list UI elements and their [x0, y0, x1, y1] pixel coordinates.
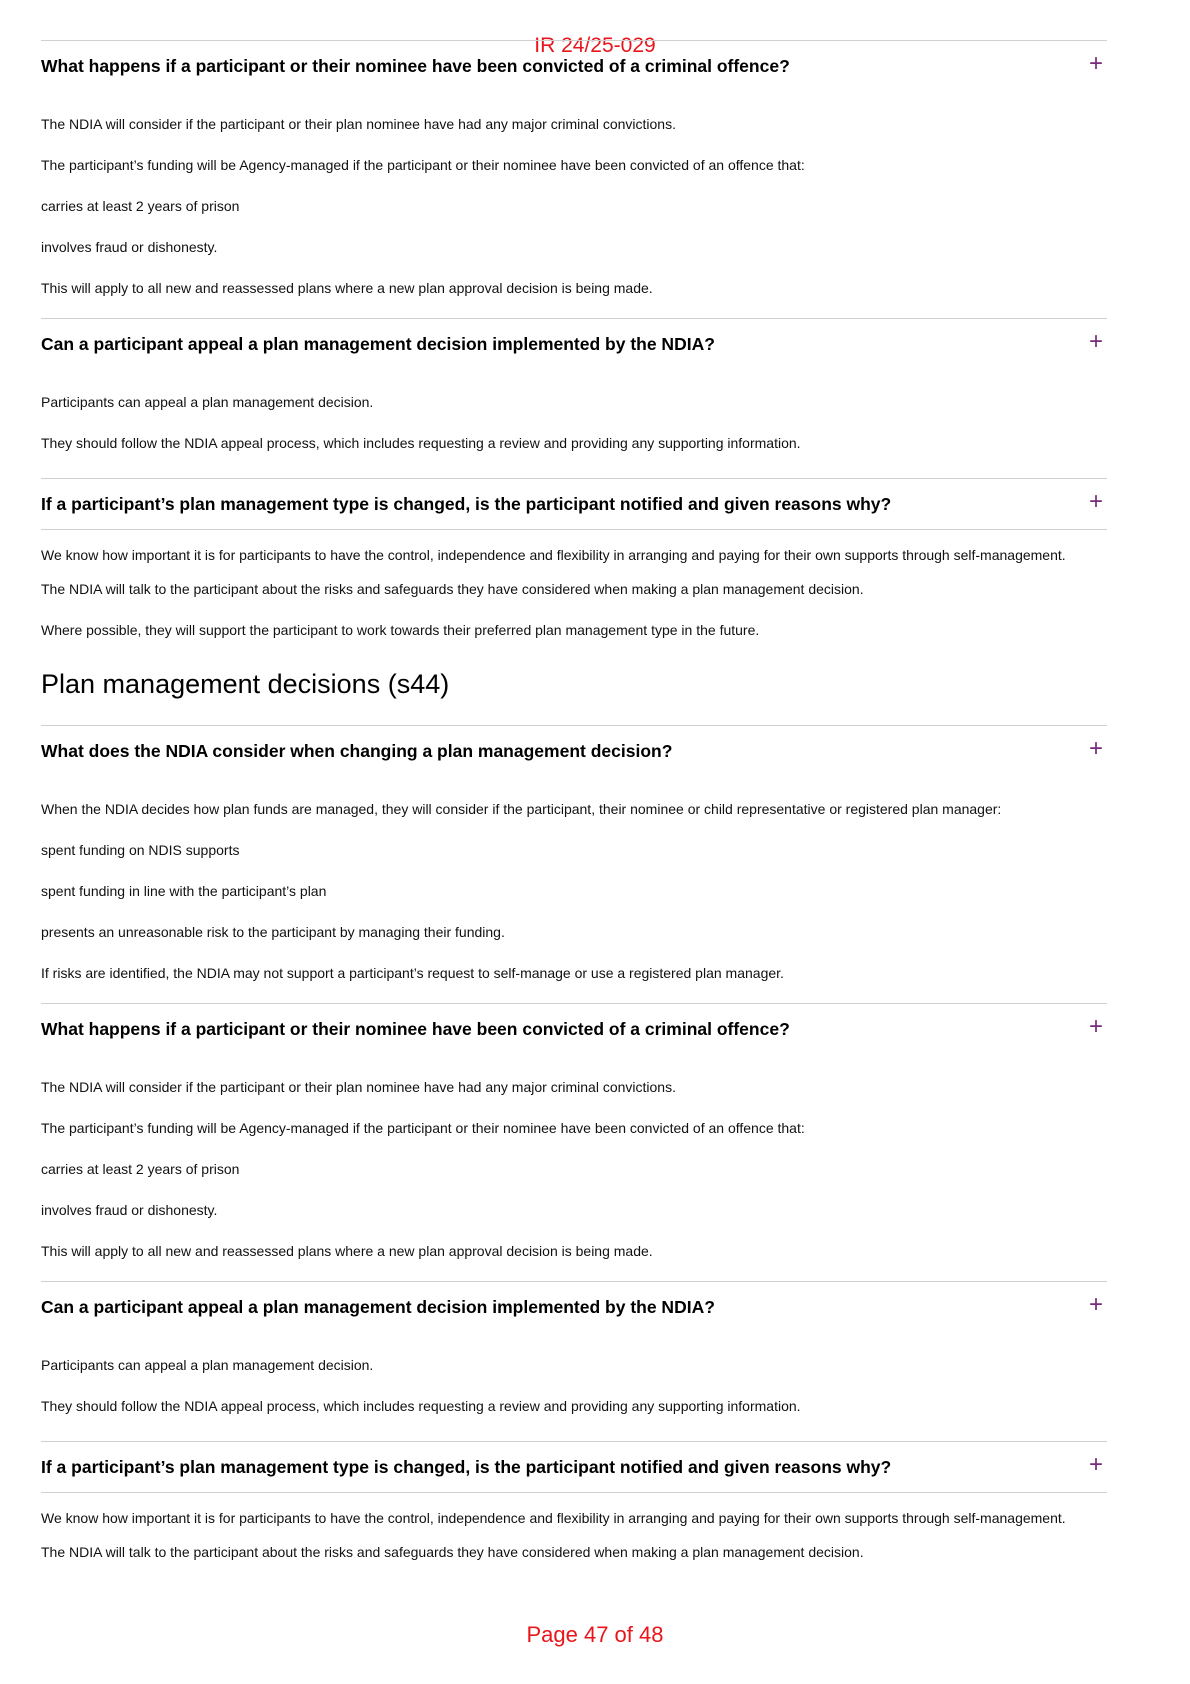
expand-plus-icon[interactable]: +: [1088, 1013, 1103, 1040]
paragraph: involves fraud or dishonesty.: [41, 1202, 218, 1218]
paragraph: spent funding on NDIS supports: [41, 842, 240, 858]
accordion-title: What happens if a participant or their nominee have been convicted of a criminal offence?: [41, 56, 790, 76]
accordion-criminal-offence: [41, 40, 1107, 299]
paragraph: This will apply to all new and reassessed plans where a new plan approval decision is being made.: [41, 1243, 653, 1259]
accordion-criminal-offence: [41, 1003, 1107, 1262]
paragraph: We know how important it is for participants to have the control, independence and flexibility in arranging and paying for their own supports through self-management.: [41, 547, 1066, 563]
accordion-body: [41, 91, 1107, 299]
accordion-title: If a participant’s plan management type is changed, is the participant notified and given reasons why?: [41, 1457, 892, 1477]
paragraph: We know how important it is for participants to have the control, independence and flexibility in arranging and paying for their own supports through self-management.: [41, 1510, 1066, 1526]
accordion-consider-changing: [41, 725, 1107, 984]
paragraph: The participant’s funding will be Agency-managed if the participant or their nominee have been convicted of an offence that:: [41, 157, 805, 173]
expand-plus-icon[interactable]: +: [1088, 488, 1103, 515]
accordion-header[interactable]: [41, 1441, 1107, 1493]
paragraph: Participants can appeal a plan management decision.: [41, 1357, 374, 1373]
accordion-body: [41, 369, 1107, 454]
paragraph: When the NDIA decides how plan funds are managed, they will consider if the participant, their nominee or child representative or registered plan manager:: [41, 801, 1002, 817]
paragraph: Where possible, they will support the participant to work towards their preferred plan management type in the future.: [41, 622, 760, 638]
accordion-body: [41, 776, 1107, 984]
paragraph: The NDIA will talk to the participant about the risks and safeguards they have considered when making a plan management decision.: [41, 1544, 864, 1560]
paragraph: The participant’s funding will be Agency-managed if the participant or their nominee have been convicted of an offence that:: [41, 1120, 805, 1136]
accordion-title: What happens if a participant or their nominee have been convicted of a criminal offence?: [41, 1019, 790, 1039]
paragraph: spent funding in line with the participant’s plan: [41, 883, 327, 899]
accordion-header[interactable]: [41, 1281, 1107, 1332]
accordion-notified-reasons: [41, 478, 1107, 641]
accordion-title: Can a participant appeal a plan management decision implemented by the NDIA?: [41, 334, 715, 354]
accordion-header[interactable]: [41, 1003, 1107, 1054]
paragraph: The NDIA will talk to the participant about the risks and safeguards they have considered when making a plan management decision.: [41, 581, 864, 597]
accordion-notified-reasons: [41, 1441, 1107, 1563]
paragraph: The NDIA will consider if the participant or their plan nominee have had any major criminal convictions.: [41, 1079, 676, 1095]
paragraph: This will apply to all new and reassessed plans where a new plan approval decision is being made.: [41, 280, 653, 296]
expand-plus-icon[interactable]: +: [1088, 1291, 1103, 1318]
accordion-title: What does the NDIA consider when changing a plan management decision?: [41, 741, 673, 761]
accordion-body: [41, 1332, 1107, 1417]
section-title: Plan management decisions (s44): [41, 669, 450, 699]
accordion-appeal-decision: [41, 318, 1107, 454]
paragraph: carries at least 2 years of prison: [41, 1161, 240, 1177]
accordion-header[interactable]: [41, 478, 1107, 530]
accordion-title: If a participant’s plan management type is changed, is the participant notified and given reasons why?: [41, 494, 892, 514]
paragraph: They should follow the NDIA appeal process, which includes requesting a review and providing any supporting information.: [41, 435, 801, 451]
page-number-stamp: Page 47 of 48: [526, 1622, 664, 1647]
accordion-body: [41, 1054, 1107, 1262]
paragraph: Participants can appeal a plan management decision.: [41, 394, 374, 410]
accordion-header[interactable]: [41, 318, 1107, 369]
paragraph: If risks are identified, the NDIA may not support a participant’s request to self-manage or use a registered plan manager.: [41, 965, 784, 981]
document-reference-stamp: IR 24/25-029: [534, 34, 656, 57]
paragraph: presents an unreasonable risk to the participant by managing their funding.: [41, 924, 505, 940]
paragraph: The NDIA will consider if the participant or their plan nominee have had any major criminal convictions.: [41, 116, 676, 132]
accordion-body: [41, 530, 1107, 641]
paragraph: involves fraud or dishonesty.: [41, 239, 218, 255]
accordion-header[interactable]: [41, 40, 1107, 91]
expand-plus-icon[interactable]: +: [1088, 735, 1103, 762]
accordion-header[interactable]: [41, 725, 1107, 776]
paragraph: carries at least 2 years of prison: [41, 198, 240, 214]
expand-plus-icon[interactable]: +: [1088, 50, 1103, 77]
paragraph: They should follow the NDIA appeal process, which includes requesting a review and providing any supporting information.: [41, 1398, 801, 1414]
accordion-body: [41, 1493, 1107, 1563]
accordion-title: Can a participant appeal a plan management decision implemented by the NDIA?: [41, 1297, 715, 1317]
page-content: [41, 40, 1107, 1582]
expand-plus-icon[interactable]: +: [1088, 1451, 1103, 1478]
accordion-appeal-decision: [41, 1281, 1107, 1417]
expand-plus-icon[interactable]: +: [1088, 328, 1103, 355]
